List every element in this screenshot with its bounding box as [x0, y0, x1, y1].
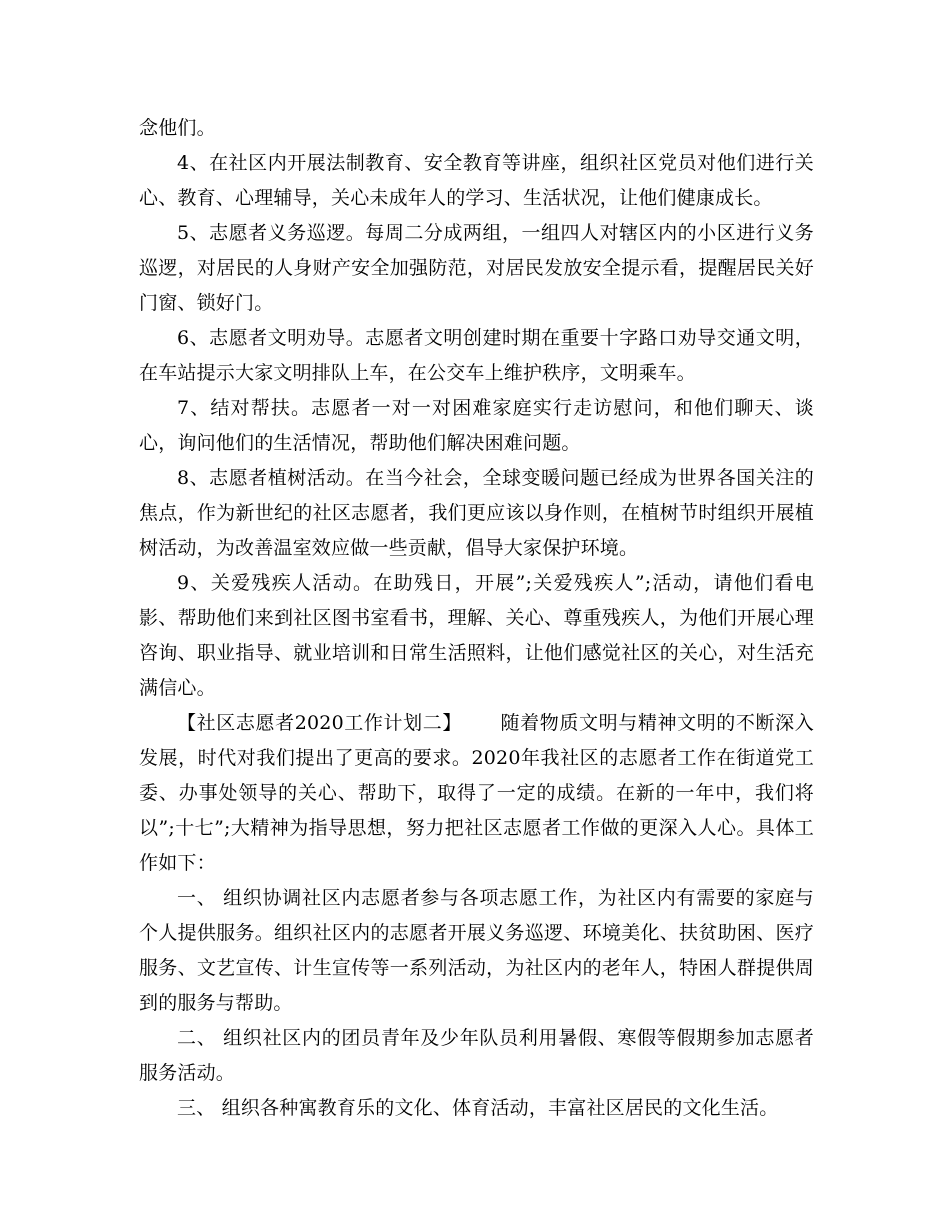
plan-two-heading: 【社区志愿者2020工作计划二】: [177, 712, 463, 734]
plan-two-paragraph: [139, 706, 814, 881]
document-body: [139, 111, 814, 1126]
plan-item-1: 一、 组织协调社区内志愿者参与各项志愿工作，为社区内有需要的家庭与个人提供服务。组织社区内的志愿者开展义务巡逻、环境美化、扶贫助困、医疗服务、文艺宣传、计生宣传等一系列活动，为社区内的老年人，特困人群提供周到的服务与帮助。: [139, 887, 814, 1014]
paragraph-item-7: 7、结对帮扶。志愿者一对一对困难家庭实行走访慰问，和他们聊天、谈心，询问他们的生活情况，帮助他们解决困难问题。: [139, 397, 814, 454]
paragraph-item-4: 4、在社区内开展法制教育、安全教育等讲座，组织社区党员对他们进行关心、教育、心理辅导，关心未成年人的学习、生活状况，让他们健康成长。: [139, 152, 814, 209]
paragraph-item-8: 8、志愿者植树活动。在当今社会，全球变暖问题已经成为世界各国关注的焦点，作为新世纪的社区志愿者，我们更应该以身作则，在植树节时组织开展植树活动，为改善温室效应做一些贡献，倡导大家保护环境。: [139, 467, 814, 559]
plan-two-intro: 随着物质文明与精神文明的不断深入发展，时代对我们提出了更高的要求。2020年我社区的志愿者工作在街道党工委、办事处领导的关心、帮助下，取得了一定的成绩。在新的一年中，我们将以”;十七”;大精神为指导思想，努力把社区志愿者工作做的更深入人心。具体工作如下：: [139, 712, 814, 874]
paragraph-item-5: 5、志愿者义务巡逻。每周二分成两组，一组四人对辖区内的小区进行义务巡逻，对居民的人身财产安全加强防范，对居民发放安全提示看，提醒居民关好门窗、锁好门。: [139, 222, 814, 314]
paragraph-item-9: 9、关爱残疾人活动。在助残日，开展”;关爱残疾人”;活动，请他们看电影、帮助他们来到社区图书室看书，理解、关心、尊重残疾人，为他们开展心理咨询、职业指导、就业培训和日常生活照料，让他们感觉社区的关心，对生活充满信心。: [139, 572, 814, 699]
plan-item-2: 二、 组织社区内的团员青年及少年队员利用暑假、寒假等假期参加志愿者服务活动。: [139, 1027, 814, 1084]
paragraph-continuation: 念他们。: [139, 117, 216, 139]
plan-item-3: 三、 组织各种寓教育乐的文化、体育活动，丰富社区居民的文化生活。: [177, 1097, 779, 1119]
paragraph-item-6: 6、志愿者文明劝导。志愿者文明创建时期在重要十字路口劝导交通文明，在车站提示大家文明排队上车，在公交车上维护秩序，文明乘车。: [139, 327, 814, 384]
